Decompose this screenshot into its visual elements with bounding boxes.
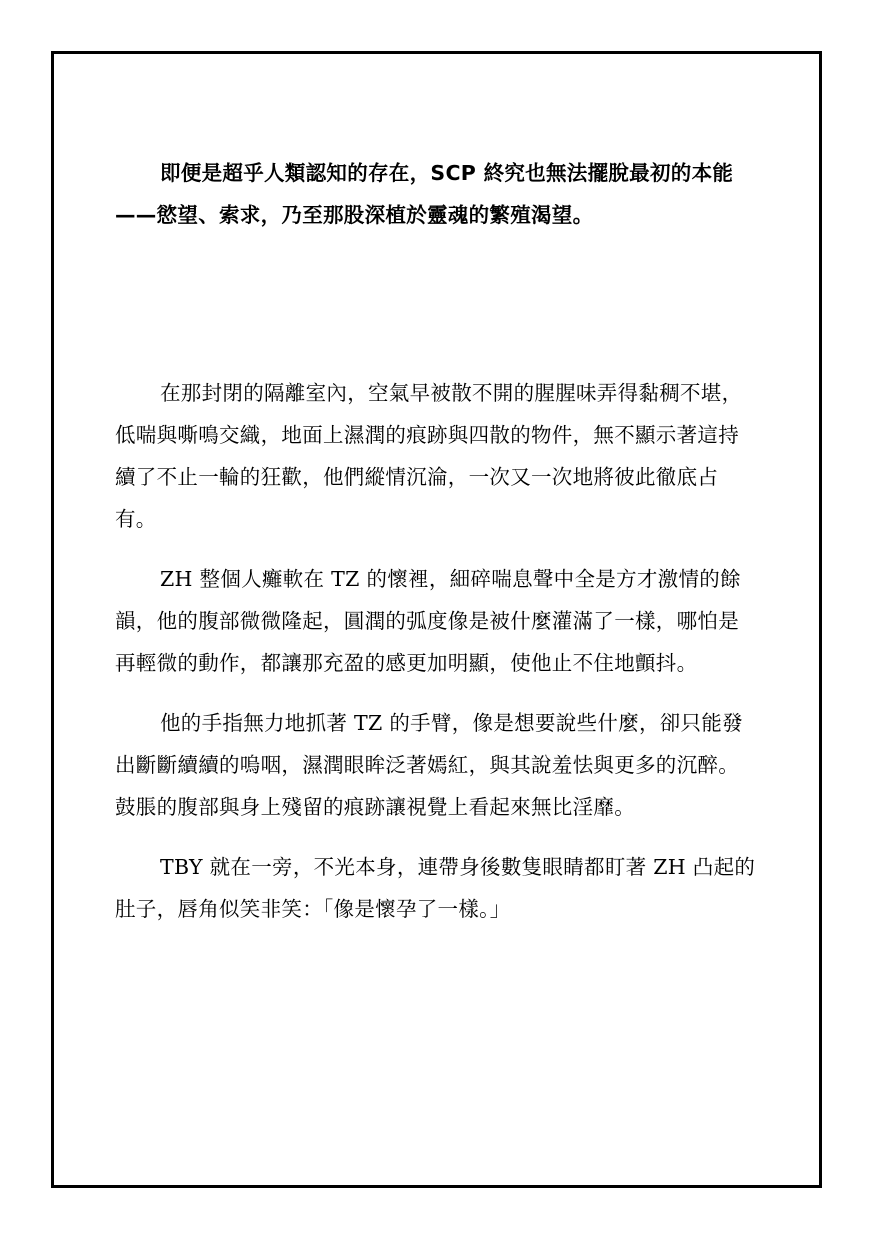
paragraph-1: 在那封閉的隔離室內，空氣早被散不開的腥腥味弄得黏稠不堪，低喘與嘶鳴交織，地面上濕潤的痕跡與四散的物件，無不顯示著這持續了不止一輪的狂歡，他們縱情沉淪，一次又一次地將彼此徹底占有。 bbox=[115, 381, 743, 531]
body-text bbox=[115, 372, 757, 948]
paragraph-4: TBY 就在一旁，不光本身，連帶身後數隻眼睛都盯著 ZH 凸起的肚子，唇角似笑非笑：「像是懷孕了一樣。」 bbox=[115, 855, 756, 921]
intro-paragraph: 即便是超乎人類認知的存在，SCP 終究也無法擺脫最初的本能——慾望、索求，乃至那股深植於靈魂的繁殖渴望。 bbox=[115, 161, 734, 227]
paragraph-3: 他的手指無力地抓著 TZ 的手臂，像是想要說些什麼，卻只能發出斷斷續續的嗚咽，濕潤眼眸泛著嫣紅，與其說羞怯與更多的沉醉。鼓脹的腹部與身上殘留的痕跡讓視覺上看起來無比淫靡。 bbox=[115, 711, 743, 819]
paragraph-2: ZH 整個人癱軟在 TZ 的懷裡，細碎喘息聲中全是方才激情的餘韻，他的腹部微微隆起，圓潤的弧度像是被什麼灌滿了一樣，哪怕是再輕微的動作，都讓那充盈的感更加明顯，使他止不住地顫抖。 bbox=[115, 567, 741, 675]
